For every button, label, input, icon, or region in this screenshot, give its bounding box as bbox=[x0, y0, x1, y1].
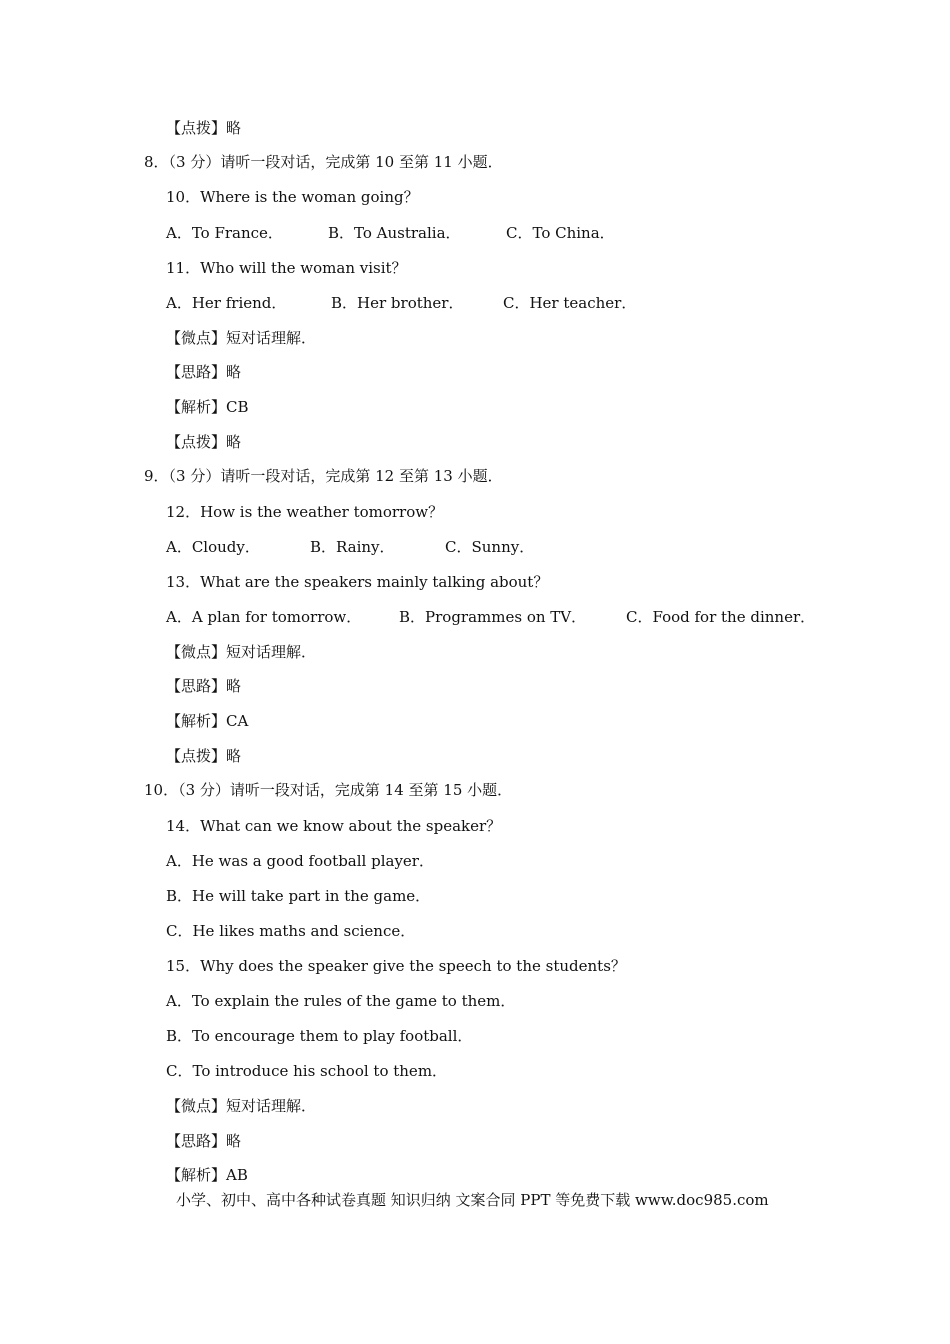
answer-option: C．Sunny． bbox=[445, 538, 535, 556]
question-heading: 10．（3 分）请听一段对话，完成第 14 至第 15 小题． bbox=[144, 781, 513, 799]
answer-option: A．To France． bbox=[166, 224, 283, 242]
answer-option: A．A plan for tomorrow． bbox=[166, 608, 362, 626]
answer-option: B．To Australia． bbox=[328, 224, 461, 242]
text-line: 【点拨】略 bbox=[166, 433, 242, 451]
answer-option: C．To China． bbox=[506, 224, 615, 242]
text-line: 14．What can we know about the speaker？ bbox=[166, 817, 502, 835]
text-line: 【微点】短对话理解． bbox=[166, 329, 317, 347]
text-line: C．He likes maths and science． bbox=[166, 922, 416, 940]
text-line: A．He was a good football player． bbox=[166, 852, 434, 870]
answer-option: B．Rainy． bbox=[310, 538, 395, 556]
text-line: 12．How is the weather tomorrow？ bbox=[166, 503, 444, 521]
text-line: 13．What are the speakers mainly talking about？ bbox=[166, 573, 549, 591]
text-line: 【思路】略 bbox=[166, 677, 242, 695]
text-line: 【思路】略 bbox=[166, 363, 242, 381]
question-heading: 8．（3 分）请听一段对话，完成第 10 至第 11 小题． bbox=[144, 153, 503, 171]
answer-option: C．Her teacher． bbox=[503, 294, 637, 312]
text-line: A．To explain the rules of the game to them． bbox=[166, 992, 516, 1010]
text-line: 10．Where is the woman going？ bbox=[166, 188, 419, 206]
text-line: 【点拨】略 bbox=[166, 747, 242, 765]
text-line: 【解析】AB bbox=[166, 1166, 248, 1184]
answer-option: B．Her brother． bbox=[331, 294, 464, 312]
text-line: 【微点】短对话理解． bbox=[166, 1097, 317, 1115]
answer-option: C．Food for the dinner． bbox=[626, 608, 816, 626]
text-line: 15．Why does the speaker give the speech to the students？ bbox=[166, 957, 626, 975]
text-line: 【微点】短对话理解． bbox=[166, 643, 317, 661]
text-line: B．He will take part in the game． bbox=[166, 887, 431, 905]
answer-option: A．Her friend． bbox=[166, 294, 287, 312]
answer-option: A．Cloudy． bbox=[166, 538, 260, 556]
text-line: 【解析】CA bbox=[166, 712, 249, 730]
page-footer: 小学、初中、高中各种试卷真题 知识归纳 文案合同 PPT 等免费下载 www.doc985.com bbox=[176, 1191, 769, 1209]
text-line: 11．Who will the woman visit？ bbox=[166, 259, 407, 277]
question-heading: 9．（3 分）请听一段对话，完成第 12 至第 13 小题． bbox=[144, 467, 503, 485]
text-line: 【点拨】略 bbox=[166, 119, 242, 137]
answer-option: B．Programmes on TV． bbox=[399, 608, 587, 626]
text-line: C．To introduce his school to them． bbox=[166, 1062, 448, 1080]
text-line: 【解析】CB bbox=[166, 398, 249, 416]
text-line: B．To encourage them to play football． bbox=[166, 1027, 473, 1045]
text-line: 【思路】略 bbox=[166, 1132, 242, 1150]
